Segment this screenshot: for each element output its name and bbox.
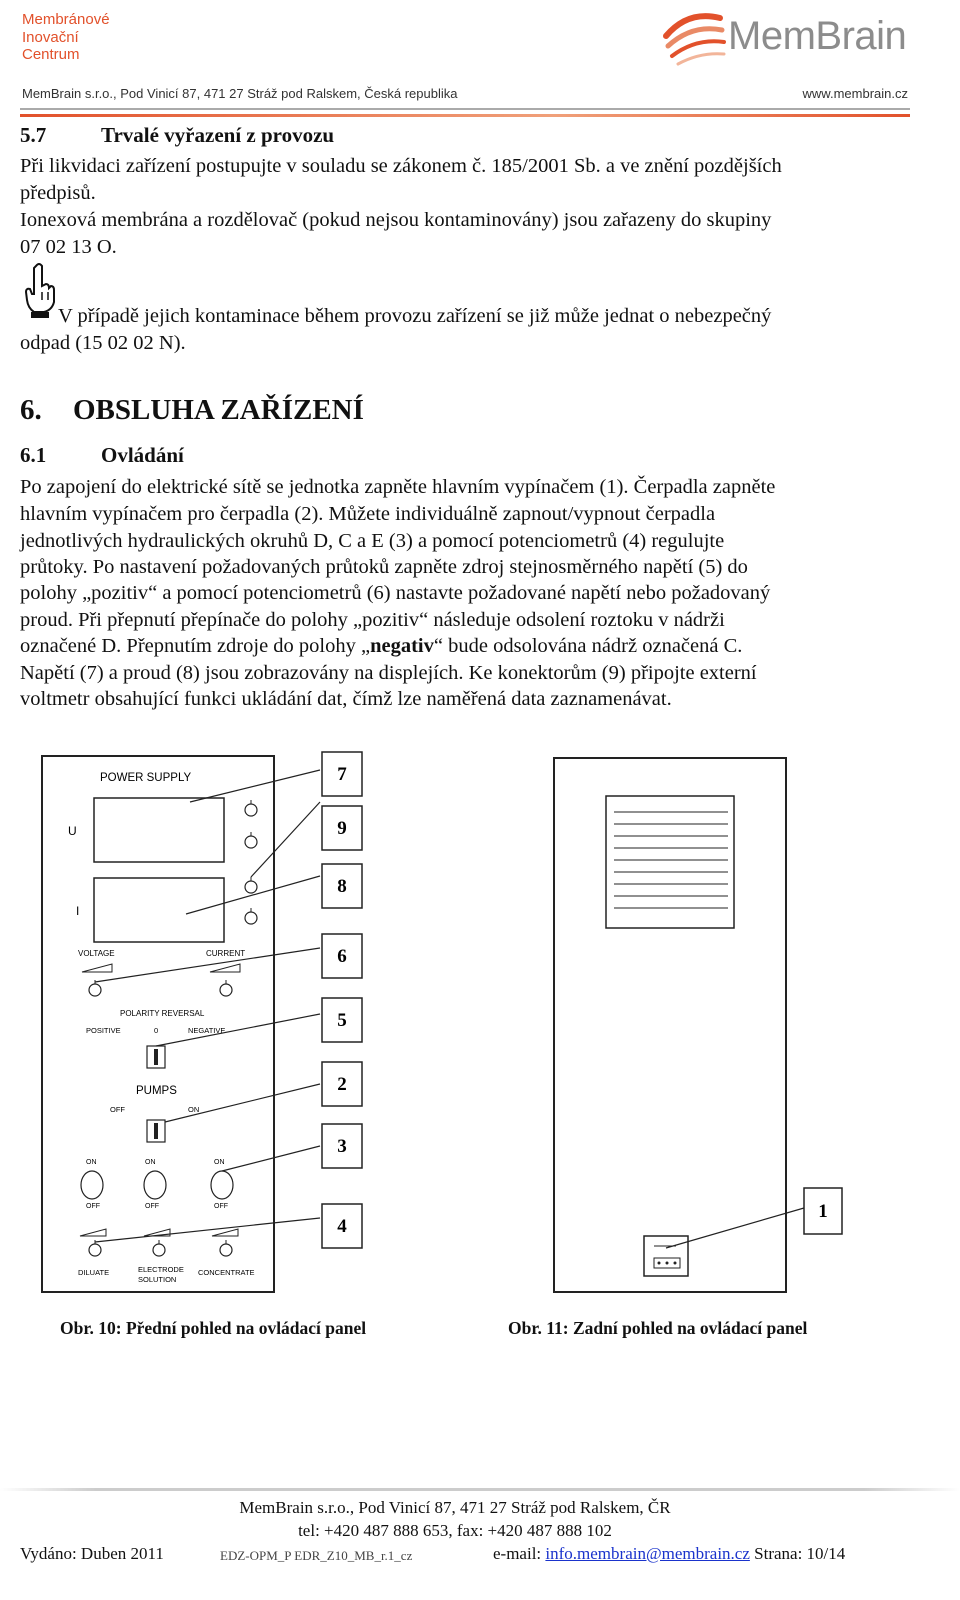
paragraph-line: jednotlivých hydraulických okruhů D, C a E (3) a pomocí potenciometrů (4) regulujte [20, 530, 725, 552]
callout-number: 6 [337, 946, 347, 967]
paragraph-line: proud. Při přepnutí přepínače do polohy „pozitiv“ následuje odsolení roztoku v nádrži [20, 609, 725, 631]
footer-divider [0, 1488, 960, 1491]
callout-number: 7 [337, 764, 347, 785]
paragraph-line: průtoky. Po nastavení požadovaných průtoků zapněte zdroj stejnosměrného napětí (5) do [20, 556, 748, 578]
paragraph-line: Při likvidaci zařízení postupujte v souladu se zákonem č. 185/2001 Sb. a ve znění pozdějších [20, 155, 782, 177]
section-title: Trvalé vyřazení z provozu [101, 123, 335, 147]
callout-number: 2 [337, 1074, 347, 1095]
callout-number: 1 [818, 1201, 828, 1222]
section-number: 5.7 [20, 123, 47, 147]
note-line: odpad (15 02 02 N). [20, 332, 186, 354]
footer-address: MemBrain s.r.o., Pod Vinicí 87, 471 27 Stráž pod Ralskem, ČR [239, 1498, 671, 1517]
header-divider [20, 108, 910, 110]
front-panel-figure [40, 750, 380, 1295]
on-label: ON [145, 1159, 156, 1166]
off-label: OFF [86, 1203, 100, 1210]
back-panel-figure [550, 754, 850, 1296]
brand-name: MemBrain [728, 14, 907, 58]
pump-switch-concentrate [211, 1171, 233, 1199]
on-label: ON [86, 1159, 97, 1166]
text-run: označené D. Přepnutím zdroje do polohy „ [20, 635, 371, 657]
page-number: Strana: 10/14 [754, 1544, 846, 1563]
on-label: ON [188, 1105, 200, 1114]
paragraph-line: 07 02 13 O. [20, 236, 117, 258]
current-display [94, 878, 224, 942]
header-address: MemBrain s.r.o., Pod Vinicí 87, 471 27 Stráž pod Ralskem, Česká republika [22, 86, 458, 101]
paragraph-line: Napětí (7) a proud (8) jsou zobrazovány na displejích. Ke konektorům (9) připojte externí [20, 662, 757, 684]
callout-number: 9 [337, 818, 347, 839]
current-label: CURRENT [206, 949, 246, 958]
footer-contact: tel: +420 487 888 653, fax: +420 487 888 102 [298, 1521, 612, 1540]
brand-swoosh-icon [666, 16, 724, 64]
off-label: OFF [110, 1105, 125, 1114]
diluate-label: DILUATE [78, 1268, 110, 1277]
paragraph-line: předpisů. [20, 182, 96, 204]
section-number: 6.1 [20, 443, 47, 467]
email-label: e-mail: [493, 1544, 542, 1563]
paragraph-line: Po zapojení do elektrické sítě se jednotka zapněte hlavním vypínačem (1). Čerpadla zapněte [20, 476, 776, 498]
paragraph-line: Ionexová membrána a rozdělovač (pokud nejsou kontaminovány) jsou zařazeny do skupiny [20, 209, 772, 231]
vent-grille-icon [606, 796, 734, 928]
polarity-switch-icon [147, 1046, 165, 1068]
chapter-title: OBSLUHA ZAŘÍZENÍ [73, 394, 364, 426]
email-link[interactable]: info.membrain@membrain.cz [545, 1544, 750, 1563]
u-label: U [68, 824, 77, 838]
text-run: “ bude odsolována nádrž označená C. [433, 635, 743, 657]
bold-term: negativ [370, 635, 434, 657]
note-line: V případě jejich kontaminace během provozu zařízení se již může jednat o nebezpečný [58, 305, 772, 327]
power-inlet-switch-icon [644, 1236, 688, 1276]
pumps-switch-icon [147, 1120, 165, 1142]
callout-number: 4 [337, 1216, 347, 1237]
i-label: I [76, 904, 80, 918]
callout-number: 5 [337, 1010, 347, 1031]
on-label: ON [214, 1159, 225, 1166]
chapter-number: 6. [20, 394, 42, 426]
paragraph-line: polohy „pozitiv“ a pomocí potenciometrů (6) nastavte požadované napětí nebo požadovaný [20, 582, 771, 604]
header-website: www.membrain.cz [802, 86, 908, 101]
voltage-display [94, 798, 224, 862]
electrode-label: ELECTRODE [138, 1265, 184, 1274]
off-label: OFF [214, 1203, 228, 1210]
voltage-label: VOLTAGE [78, 949, 115, 958]
pumps-label: PUMPS [136, 1085, 177, 1097]
solution-label: SOLUTION [138, 1275, 177, 1284]
pump-switch-diluate [81, 1171, 103, 1199]
figure-caption: Obr. 11: Zadní pohled na ovládací panel [508, 1318, 808, 1338]
org-name: Membránové Inovační Centrum [22, 11, 110, 63]
positive-label: POSITIVE [86, 1026, 121, 1035]
footer-email [493, 1544, 845, 1564]
callout-number: 8 [337, 876, 347, 897]
footer-issued: Vydáno: Duben 2011 [20, 1544, 164, 1563]
polarity-reversal-label: POLARITY REVERSAL [120, 1009, 205, 1018]
section-title: Ovládání [101, 443, 184, 467]
paragraph-line: hlavním vypínačem pro čerpadla (2). Můžete individuálně zapnout/vypnout čerpadla [20, 503, 716, 525]
figure-caption: Obr. 10: Přední pohled na ovládací panel [60, 1318, 367, 1338]
negative-label: NEGATIVE [188, 1026, 226, 1035]
zero-label: 0 [154, 1026, 159, 1035]
off-label: OFF [145, 1203, 159, 1210]
callout-number: 3 [337, 1136, 347, 1157]
pointing-hand-icon [22, 262, 58, 320]
footer-doc-code: EDZ-OPM_P EDR_Z10_MB_r.1_cz [220, 1548, 413, 1563]
header-accent-bar [20, 114, 910, 117]
paragraph-line [20, 633, 892, 660]
pump-switch-electrode [144, 1171, 166, 1199]
power-supply-label: POWER SUPPLY [100, 772, 192, 784]
concentrate-label: CONCENTRATE [198, 1268, 255, 1277]
paragraph-line: voltmetr obsahující funkci ukládání dat, čímž lze naměřená data zaznamenávat. [20, 688, 672, 710]
